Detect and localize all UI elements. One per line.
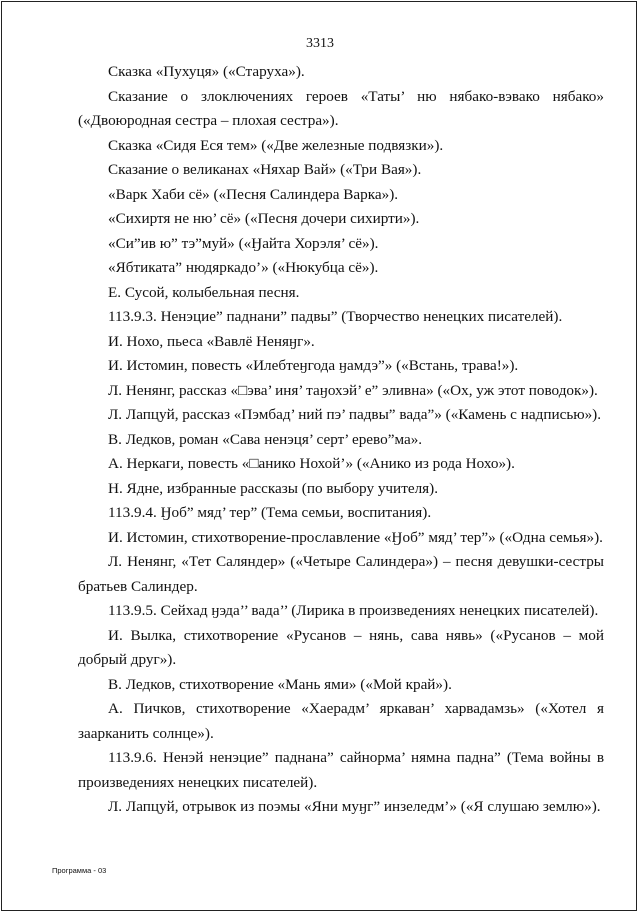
paragraph-16: А. Неркаги, повесть «□анико Нохой’» («Анико из рода Нохо»). xyxy=(108,455,515,472)
paragraph-9: Е. Сусой, колыбельная песня. xyxy=(108,283,300,301)
paragraph-26: Л. Лапцуй, отрывок из поэмы «Яни муӈг” инзеледм’» («Я слушаю землю»). xyxy=(108,798,601,815)
paragraph-8: «Ябтиката” нюдяркадо’» («Нюкубца сё»). xyxy=(108,259,379,276)
paragraph-24: А. Пичков, стихотворение «Хаерадм’ яркаван’ харвадамзь» («Хотел я заарканить солнце»). xyxy=(78,700,604,742)
paragraph-4: Сказание о великанах «Няхар Вай» («Три Вая»). xyxy=(108,161,422,178)
section-heading-113-9-5: 113.9.5. Сейхад ӈэда’’ вада’’ (Лирика в произведениях ненецких писателей). xyxy=(108,602,599,619)
paragraph-19: И. Истомин, стихотворение-прославление «Ӈоб” мяд’ тер”» («Одна семья»). xyxy=(108,528,603,546)
paragraph-22: И. Вылка, стихотворение «Русанов – нянь, сава нявь» («Русанов – мой добрый друг»). xyxy=(78,626,604,668)
paragraph-3: Сказка «Сидя Еся тем» («Две железные подвязки»). xyxy=(108,136,444,154)
paragraph-6: «Сихиртя не ню’ сё» («Песня дочери сихирти»). xyxy=(108,210,420,227)
paragraph-14: Л. Лапцуй, рассказ «Пэмбад’ ний пэ’ падвы” вада”» («Камень с надписью»). xyxy=(108,406,602,423)
paragraph-7: «Си”ив ю” тэ”муй» («Ӈайта Хорэля’ сё»). xyxy=(108,234,379,252)
page-number: 3313 xyxy=(306,36,334,51)
paragraph-20: Л. Ненянг, «Тет Саляндер» («Четыре Салиндера») – песня девушки-сестры братьев Салиндер. xyxy=(78,553,604,595)
paragraph-17: Н. Ядне, избранные рассказы (по выбору учителя). xyxy=(108,479,438,497)
paragraph-23: В. Ледков, стихотворение «Мань ями» («Мой край»). xyxy=(108,675,452,693)
page-footer: Программа - 03 xyxy=(52,866,107,875)
paragraph-12: И. Истомин, повесть «Илебтеӈгода ӈамдэ”» («Встань, трава!»). xyxy=(108,357,519,374)
paragraph-15: В. Ледков, роман «Сава ненэця’ серт’ ерево”ма». xyxy=(108,430,423,448)
section-heading-113-9-3: 113.9.3. Ненэцие” паднани” падвы” (Творчество ненецких писателей). xyxy=(108,308,563,325)
document-body xyxy=(78,60,604,820)
paragraph-13: Л. Ненянг, рассказ «□эва’ иня’ таӈохэй’ е” эливна» («Ох, уж этот поводок»). xyxy=(108,381,598,399)
section-heading-113-9-4: 113.9.4. Ӈоб” мяд’ тер” (Тема семьи, воспитания). xyxy=(108,504,432,521)
paragraph-11: И. Нохо, пьеса «Вавлё Неняӈг». xyxy=(108,332,315,350)
paragraph-5: «Варк Хаби сё» («Песня Салиндера Варка»). xyxy=(108,185,399,203)
section-heading-113-9-6: 113.9.6. Ненэй ненэцие” паднана” сайнорма’ нямна падна” (Тема войны в произведениях ненецких писателей). xyxy=(78,749,604,791)
paragraph-2: Сказание о злоключениях героев «Таты’ ню нябако-вэвако нябако» («Двоюродная сестра – плохая сестра»). xyxy=(78,87,604,129)
paragraph-1: Сказка «Пухуця» («Старуха»). xyxy=(108,63,305,80)
